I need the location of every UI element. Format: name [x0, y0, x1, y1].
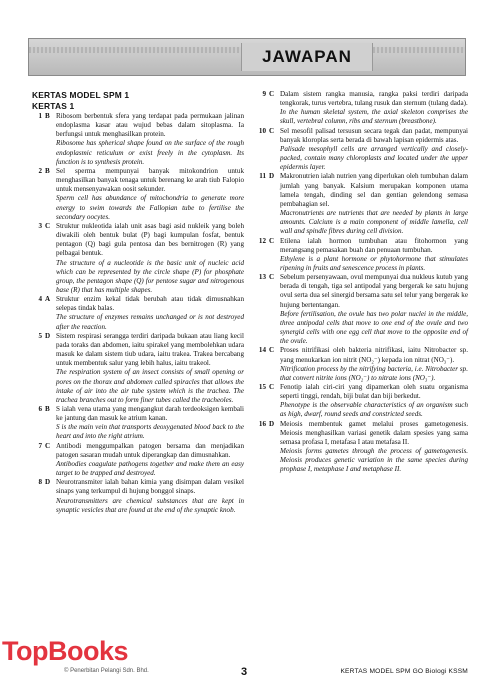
malay-explanation: Struktur nukleotida ialah unit asas bagi asid nukleik yang boleh diwakili oleh bentuk bulat (P) bagi kumpulan fosfat, bentuk pentagon (Q) bagi gula pentosa dan bes bernitrogen (R) yang pelbagai bentuk. [56, 221, 244, 258]
answer-letter: B [45, 112, 50, 120]
answer-entry [32, 478, 244, 515]
english-explanation: Macronutrients are nutrients that are needed by plants in large amounts. Calcium is a main component of middle lamella, cell wall and spindle fibres during cell division. [280, 209, 468, 236]
english-explanation: Neurotransmitters are chemical substances that are kept in synaptic vesicles that are found at the end of the synaptic knob. [56, 496, 244, 514]
answer-letter: C [269, 236, 275, 245]
question-number: 10 [258, 126, 266, 135]
question-number: 13 [258, 273, 266, 282]
malay-explanation: Neurotransmiter ialah bahan kimia yang disimpan dalam vesikel sinaps yang terkumpul di hujung bonggol sinaps. [56, 478, 244, 496]
question-number: 4 [38, 295, 42, 304]
answer-entry [32, 112, 244, 167]
answer-letter: D [45, 331, 51, 340]
question-number: 5 [38, 331, 42, 340]
english-explanation: Phenotype is the observable characteristics of an organism such as high, dwarf, round seeds and constricted seeds. [280, 401, 468, 419]
malay-explanation: Makronutrien ialah nutrien yang diperlukan oleh tumbuhan dalam jumlah yang banyak. Kalsium merupakan komponen utama lamela tengah, dinding sel dan gentian gelendong semasa pembahagian sel. [280, 172, 468, 208]
malay-explanation: S ialah vena utama yang mengangkut darah terdeoksigen kembali ke jantung dan masuk ke atrium kanan. [56, 405, 244, 423]
answer-entry [256, 90, 468, 127]
malay-explanation: Meiosis membentuk gamet melalui proses gametogenesis. Meiosis menghasilkan variasi genetik dalam spesies yang sama semasa profasa I, metafasa I atau metafasa II. [280, 419, 468, 446]
answer-entry [256, 127, 468, 173]
english-explanation: Before fertilisation, the ovule has two polar nuclei in the middle, three antipodal cells that move to one end of the ovule and two synergid cells with one egg cell that move to the opposite end of the ovule. [280, 309, 468, 346]
section-title: KERTAS MODEL SPM 1 [32, 90, 130, 100]
answer-letter: D [269, 419, 275, 428]
answer-letter: C [269, 346, 275, 355]
question-number: 14 [258, 346, 266, 355]
english-explanation: The structure of enzymes remains unchanged or is not destroyed after the reaction. [56, 313, 244, 331]
page-number: 3 [240, 666, 248, 678]
question-number: 3 [38, 221, 42, 230]
english-explanation: Ethylene is a plant hormone or phytohormone that stimulates ripening in fruits and senescence process in plants. [280, 254, 468, 272]
malay-explanation: Sel mesofil palisad tersusun secara tegak dan padat, mempunyai banyak kloroplas serta berada di bawah lapisan epidermis atas. [280, 126, 468, 144]
english-explanation: The structure of a nucleotide is the basic unit of nucleic acid which can be represented by the circle shape (P) for phosphate group, the pentagon shape (Q) for pentose sugar and nitrogenous base (R) that has multiple shapes. [56, 258, 244, 294]
answer-letter: C [45, 441, 51, 450]
answer-entry [32, 332, 244, 405]
question-number: 12 [258, 236, 266, 245]
question-number: 1 [38, 112, 42, 120]
answer-entry [256, 383, 468, 420]
answer-entry [32, 222, 244, 295]
malay-explanation: Struktur enzim kekal tidak berubah atau tidak dimusnahkan selepas tindak balas. [56, 295, 244, 313]
malay-explanation: Ribosom berbentuk sfera yang terdapat pada permukaan jalinan endoplasma kasar atau wujud bebas dalam sitoplasma. Ia berfungsi untuk menghasilkan protein. [56, 112, 244, 139]
malay-explanation: Dalam sistem rangka manusia, rangka paksi terdiri daripada tengkorak, turus vertebra, tulang rusuk dan sternum (tulang dada). [280, 90, 468, 108]
answer-letter: C [45, 221, 51, 230]
answer-letter: B [45, 405, 50, 413]
english-explanation: The respiration system of an insect consists of small opening or pores on the thorax and abdomen called spiracles that allows the intake of air into the air tube system which is the trachea. The trachea branches out to form finer tubes called the tracheoles. [56, 368, 244, 404]
answer-letter: D [269, 172, 275, 181]
right-column [256, 90, 468, 475]
answer-entry [256, 172, 468, 236]
english-explanation: Antibodies coagulate pathogens together and make them an easy target to be trapped and destroyed. [56, 459, 244, 478]
malay-explanation: Etilena ialah hormon tumbuhan atau fitohormon yang merangsang pemasakan buah dan penuaan tumbuhan. [280, 236, 468, 254]
answer-letter: C [269, 273, 275, 282]
answer-letter: C [269, 383, 275, 391]
answer-entry [32, 405, 244, 442]
question-number: 6 [38, 405, 42, 413]
answer-letter: C [269, 126, 275, 135]
english-explanation: Palisade mesophyll cells are arranged vertically and closely-packed, contain many chloroplasts and located under the upper epidermis layer. [280, 144, 468, 172]
answer-entry [32, 442, 244, 479]
answer-letter: A [45, 295, 51, 304]
watermark-text: TopBooks [2, 636, 128, 666]
banner-title: JAWAPAN [241, 43, 373, 71]
malay-explanation: Antibodi menggumpalkan patogen bersama dan menjadikan patogen sasaran mudah untuk diperangkap dan dimusnahkan. [56, 441, 244, 459]
footer-book-title: KERTAS MODEL SPM GO Biologi KSSM [340, 668, 468, 675]
english-explanation: Ribosome has spherical shape found on the surface of the rough endoplasmic reticulum or exist freely in the cytoplasm. Its function is to synthesis protein. [56, 139, 244, 166]
answer-letter: B [45, 166, 50, 175]
question-number: 9 [262, 90, 266, 98]
answer-entry [32, 295, 244, 332]
question-number: 7 [38, 441, 42, 450]
english-explanation: Sperm cell has abundance of mitochondria to generate more energy to swim towards the Fallopian tube to fertilise the secondary oocytes. [56, 194, 244, 221]
question-number: 15 [258, 383, 266, 391]
english-explanation: Meiosis forms gametes through the process of gametogenesis. Meiosis produces genetic variation in the same species during prophase I, metaphase I and metaphase II. [280, 447, 468, 474]
malay-explanation: Proses nitrifikasi oleh bakteria nitrifikasi, iaitu Nitrobacter sp. yang menukarkan ion nitrit (NO₂⁻) kepada ion nitrat (NO₃⁻). [280, 346, 468, 364]
answer-entry [256, 346, 468, 383]
answer-entry [256, 273, 468, 346]
malay-explanation: Sel sperma mempunyai banyak mitokondrion untuk menghasilkan banyak tenaga untuk berenang ke arah tiub Falopio untuk mensenyawakan oosit sekunder. [56, 166, 244, 194]
footer-publisher: © Penerbitan Pelangi Sdn. Bhd. [64, 668, 149, 674]
malay-explanation: Sistem respirasi serangga terdiri daripada bukaan atau liang kecil pada toraks dan abdomen, iaitu spirakel yang membolehkan udara masuk ke dalam sistem tiub udara, iaitu trakea. Trakea bercabang untuk membentuk salur yang lebih halus, iaitu trakeol. [56, 331, 244, 368]
header-banner [28, 38, 466, 76]
answer-entry [256, 420, 468, 475]
malay-explanation: Fenotip ialah ciri-ciri yang dipamerkan oleh suatu organisma seperti tinggi, rendah, biji bulat dan biji berkedut. [280, 383, 468, 401]
english-explanation: Nitrification process by the nitrifying bacteria, i.e. Nitrobacter sp. that convert nitrite ions (NO₂⁻) to nitrate ions (NO₃⁻). [280, 364, 468, 382]
answer-letter: C [269, 90, 275, 98]
section-subtitle: KERTAS 1 [32, 101, 75, 111]
question-number: 8 [38, 478, 42, 487]
answer-entry [32, 167, 244, 222]
left-column [32, 90, 244, 515]
answer-letter: D [45, 478, 51, 487]
question-number: 16 [258, 419, 266, 428]
malay-explanation: Sebelum persenyawaan, ovul mempunyai dua nukleus kutub yang berada di tengah, tiga sel antipodal yang bergerak ke satu hujung ovul serta dua sel sinergid bersama satu sel telur yang bergerak ke hujung bertentangan. [280, 273, 468, 309]
english-explanation: S is the main vein that transports deoxygenated blood back to the heart and into the right atrium. [56, 423, 244, 441]
question-number: 2 [38, 166, 42, 175]
answer-entry [256, 237, 468, 274]
question-number: 11 [259, 172, 266, 181]
english-explanation: In the human skeletal system, the axial skeleton comprises the skull, vertebral column, ribs and sternum (breastbone). [280, 108, 468, 126]
